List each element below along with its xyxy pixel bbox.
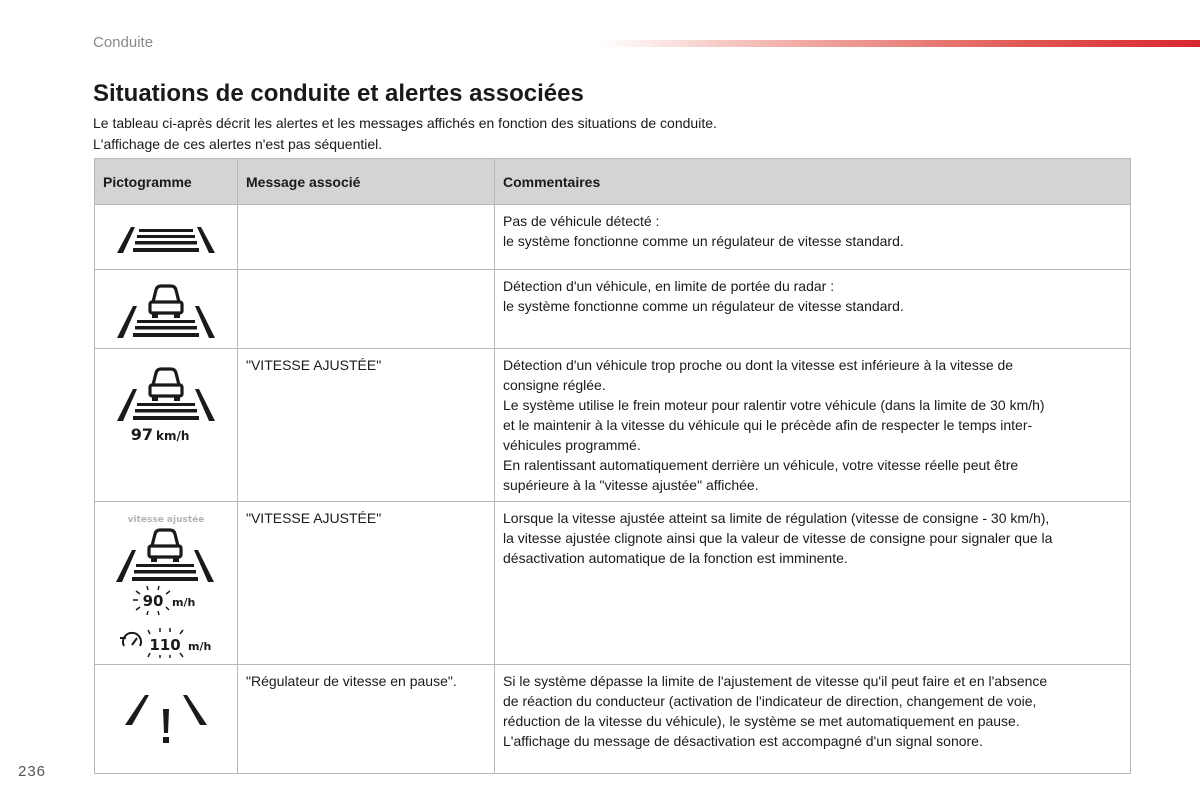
column-header-pictogramme: Pictogramme <box>95 159 238 205</box>
comment-line: la vitesse ajustée clignote ainsi que la valeur de vitesse de consigne pour signaler que la <box>503 530 1053 546</box>
comment-line: le système fonctionne comme un régulateur de vitesse standard. <box>503 233 904 249</box>
page-title: Situations de conduite et alertes associées <box>93 80 584 107</box>
icon-caption: vitesse ajustée <box>127 515 205 525</box>
intro-line: Le tableau ci-après décrit les alertes et les messages affichés en fonction des situations de conduite. <box>93 115 717 131</box>
vehicle-detected-icon <box>111 276 221 342</box>
comment-line: En ralentissant automatiquement derrière un véhicule, votre vitesse réelle peut être <box>503 457 1019 473</box>
vehicle-too-close-speed-icon <box>111 361 221 447</box>
comments-cell <box>495 665 1131 774</box>
table-row <box>95 502 1131 665</box>
comment-line: Détection d'un véhicule trop proche ou dont la vitesse est inférieure à la vitesse de <box>503 357 1014 373</box>
table-header-row <box>95 159 1131 205</box>
comment-line: Lorsque la vitesse ajustée atteint sa limite de régulation (vitesse de consigne - 30 km/h), <box>503 510 1050 526</box>
comment-line: L'affichage du message de désactivation est accompagné d'un signal sonore. <box>503 733 983 749</box>
comment-line: Si le système dépasse la limite de l'ajustement de vitesse qu'il peut faire et en l'absence <box>503 673 1048 689</box>
comment-line: consigne réglée. <box>503 377 606 393</box>
comments-cell <box>495 205 1131 270</box>
pictogram-cell <box>95 502 238 665</box>
comment-line: de réaction du conducteur (activation de l'indicateur de direction, changement de voie, <box>503 693 1037 709</box>
section-label: Conduite <box>93 34 154 51</box>
icon-speed-unit: m/h <box>172 596 196 609</box>
intro-text <box>93 113 1133 155</box>
icon-speed-unit: km/h <box>156 429 190 443</box>
comment-line: Pas de véhicule détecté : <box>503 213 660 229</box>
pause-warning-icon <box>111 681 221 751</box>
message-cell <box>238 205 495 270</box>
comment-line: Le système utilise le frein moteur pour ralentir votre véhicule (dans la limite de 30 km/h) <box>503 397 1045 413</box>
comment-line: supérieure à la "vitesse ajustée" affichée. <box>503 477 759 493</box>
page-number: 236 <box>18 763 47 780</box>
comments-cell <box>495 502 1131 665</box>
comment-line: réduction de la vitesse du véhicule), le système se met automatiquement en pause. <box>503 713 1020 729</box>
comment-line: Détection d'un véhicule, en limite de portée du radar : <box>503 278 835 294</box>
pictogram-cell <box>95 205 238 270</box>
table-row <box>95 270 1131 349</box>
comments-cell <box>495 270 1131 349</box>
adjusted-speed-blinking-icon <box>106 512 226 658</box>
icon-speed-value-blinking: 90 <box>142 592 164 610</box>
message-cell: "VITESSE AJUSTÉE" <box>238 349 495 502</box>
alerts-table <box>94 158 1131 774</box>
pictogram-cell <box>95 270 238 349</box>
intro-line: L'affichage de ces alertes n'est pas séquentiel. <box>93 136 383 152</box>
pictogram-cell <box>95 665 238 774</box>
icon-setpoint-value-blinking: 110 <box>149 636 181 654</box>
message-cell <box>238 270 495 349</box>
column-header-commentaires: Commentaires <box>495 159 1131 205</box>
table-row <box>95 665 1131 774</box>
header-accent-bar <box>600 40 1200 47</box>
lane-no-vehicle-icon <box>111 211 221 263</box>
comment-line: désactivation automatique de la fonction est imminente. <box>503 550 848 566</box>
comments-cell <box>495 349 1131 502</box>
pictogram-cell <box>95 349 238 502</box>
icon-speed-value: 97 <box>130 425 153 444</box>
comment-line: le système fonctionne comme un régulateur de vitesse standard. <box>503 298 904 314</box>
comment-line: et le maintenir à la vitesse du véhicule qui le précède afin de respecter le temps inter- <box>503 417 1033 433</box>
message-cell: "Régulateur de vitesse en pause". <box>238 665 495 774</box>
message-cell: "VITESSE AJUSTÉE" <box>238 502 495 665</box>
table-row <box>95 205 1131 270</box>
cruise-control-symbol <box>120 633 141 646</box>
table-row <box>95 349 1131 502</box>
comment-line: véhicules programmé. <box>503 437 641 453</box>
icon-speed-unit: m/h <box>188 640 212 653</box>
column-header-message: Message associé <box>238 159 495 205</box>
